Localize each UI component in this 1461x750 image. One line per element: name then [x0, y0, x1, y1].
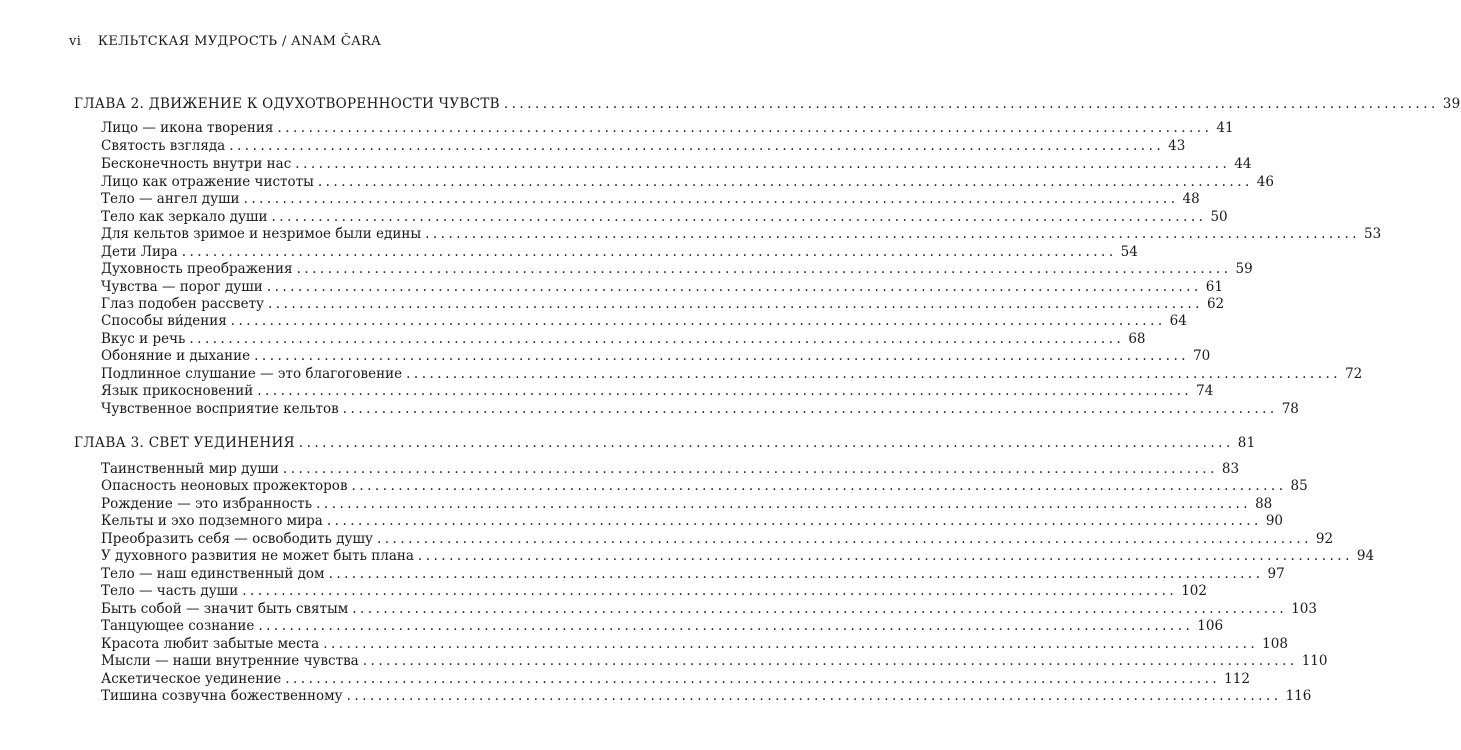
toc-entry	[101, 331, 1146, 348]
entry-title: Чувства — порог души	[101, 279, 263, 295]
toc-entry	[101, 296, 1225, 313]
running-title: КЕЛЬТСКАЯ МУДРОСТЬ / ANAM ČARA	[97, 34, 381, 49]
leader-dots: ........................................................................................................................	[342, 401, 1278, 417]
leader-dots: ........................................................................................................................	[326, 513, 1262, 529]
leader-dots: ........................................................................................................................	[296, 261, 1232, 277]
chapter-heading	[74, 96, 1461, 113]
entry-title: Красота любит забытые места	[101, 636, 320, 652]
toc-entry	[101, 138, 1186, 155]
leader-dots: ........................................................................................................................	[323, 636, 1259, 652]
toc-entry	[101, 366, 1363, 383]
entry-page: 108	[1262, 636, 1288, 652]
toc-entry	[101, 548, 1375, 565]
toc-entry	[101, 583, 1207, 600]
entry-page: 54	[1120, 244, 1138, 260]
leader-dots: ........................................................................................................................	[257, 383, 1193, 399]
toc-entry	[101, 653, 1328, 670]
entry-page: 78	[1281, 401, 1299, 417]
entry-page: 103	[1291, 601, 1317, 617]
chapter-heading	[74, 435, 1256, 452]
entry-page: 61	[1205, 279, 1223, 295]
toc-entry	[101, 531, 1334, 548]
entry-title: Дети Лира	[101, 244, 178, 260]
entry-title: Тело — часть души	[101, 583, 239, 599]
entry-page: 90	[1265, 513, 1283, 529]
running-header	[69, 34, 381, 49]
entry-page: 112	[1224, 671, 1250, 687]
entry-title: Для кельтов зримое и незримое были едины	[101, 226, 422, 242]
toc-entry	[101, 279, 1223, 296]
leader-dots: ........................................................................................................................	[285, 671, 1221, 687]
entry-title: Бесконечность внутри нас	[101, 156, 292, 172]
entry-title: Рождение — это избранность	[101, 496, 313, 512]
entry-page: 59	[1235, 261, 1253, 277]
toc-entry	[101, 566, 1285, 583]
toc-entry	[101, 174, 1274, 191]
leader-dots: ........................................................................................................................	[266, 279, 1202, 295]
chapter-title: ГЛАВА 3. СВЕТ УЕДИНЕНИЯ	[74, 435, 295, 451]
toc-entry	[101, 513, 1283, 530]
leader-dots: ........................................................................................................................	[271, 209, 1207, 225]
toc-entry	[101, 461, 1240, 478]
entry-page: 53	[1364, 226, 1382, 242]
entry-page: 46	[1256, 174, 1274, 190]
toc-entry	[101, 226, 1382, 243]
entry-title: Способы ви́дения	[101, 313, 227, 329]
entry-page: 110	[1301, 653, 1328, 669]
toc-entry	[101, 209, 1228, 226]
entry-title: Кельты и эхо подземного мира	[101, 513, 323, 529]
entry-page: 50	[1210, 209, 1228, 225]
leader-dots: ........................................................................................................................	[230, 313, 1166, 329]
entry-page: 43	[1168, 138, 1186, 154]
entry-title: Святость взгляда	[101, 138, 226, 154]
chapter-title: ГЛАВА 2. ДВИЖЕНИЕ К ОДУХОТВОРЕННОСТИ ЧУВСТВ	[74, 96, 500, 112]
toc-entry	[101, 383, 1214, 400]
entry-title: Язык прикосновений	[101, 383, 254, 399]
entry-page: 116	[1285, 688, 1312, 704]
entry-page: 102	[1181, 583, 1207, 599]
entry-title: Тело как зеркало души	[101, 209, 268, 225]
entry-title: У духовного развития не может быть плана	[101, 548, 414, 564]
entry-title: Преобразить себя — освободить душу	[101, 531, 373, 547]
leader-dots: ........................................................................................................................	[417, 548, 1353, 564]
entry-page: 70	[1193, 348, 1211, 364]
entry-page: 106	[1197, 618, 1224, 634]
toc-entry	[101, 688, 1312, 705]
entry-title: Вкус и речь	[101, 331, 186, 347]
entry-title: Опасность неоновых прожекторов	[101, 478, 348, 494]
leader-dots: ........................................................................................................................	[317, 174, 1253, 190]
chapter-page: 81	[1237, 435, 1256, 451]
toc-entry	[101, 671, 1250, 688]
toc-entry	[101, 244, 1138, 261]
entry-page: 72	[1345, 366, 1363, 382]
leader-dots: ........................................................................................................................	[406, 366, 1342, 382]
entry-title: Тишина созвучна божественному	[101, 688, 343, 704]
leader-dots: ........................................................................................................................	[352, 601, 1288, 617]
leader-dots: ........................................................................................................................	[242, 583, 1178, 599]
entry-page: 94	[1356, 548, 1375, 564]
leader-dots: ........................................................................................................................	[282, 461, 1218, 477]
leader-dots: ........................................................................................................................	[316, 496, 1252, 512]
toc-entry	[101, 348, 1211, 365]
leader-dots: ........................................................................................................................	[328, 566, 1264, 582]
leader-dots: ........................................................................................................................	[181, 244, 1117, 260]
toc-entry	[101, 120, 1234, 137]
leader-dots: ........................................................................................................................	[258, 618, 1194, 634]
leader-dots: ........................................................................................................................	[362, 653, 1298, 669]
entry-title: Лицо как отражение чистоты	[101, 174, 314, 190]
entry-page: 74	[1196, 383, 1214, 399]
page-number: vi	[69, 34, 82, 49]
toc-entry	[101, 478, 1308, 495]
entry-title: Аскетическое уединение	[101, 671, 282, 687]
leader-dots: ........................................................................................................................	[277, 120, 1213, 136]
entry-title: Быть собой — значит быть святым	[101, 601, 349, 617]
toc-entry	[101, 618, 1224, 635]
entry-page: 83	[1221, 461, 1240, 477]
toc-entry	[101, 261, 1253, 278]
leader-dots: ........................................................................................................................	[243, 191, 1179, 207]
leader-dots: ........................................................................................................................	[295, 156, 1231, 172]
leader-dots: ........................................................................................................................	[425, 226, 1361, 242]
entry-page: 48	[1182, 191, 1200, 207]
leader-dots: ........................................................................................................................	[189, 331, 1125, 347]
entry-title: Лицо — икона творения	[101, 120, 274, 136]
entry-page: 85	[1290, 478, 1308, 494]
entry-title: Подлинное слушание — это благоговение	[101, 366, 403, 382]
entry-title: Таинственный мир души	[101, 461, 279, 477]
entry-title: Духовность преображения	[101, 261, 293, 277]
leader-dots: ........................................................................................................................	[376, 531, 1312, 547]
entry-title: Чувственное восприятие кельтов	[101, 401, 339, 417]
leader-dots: ........................................................................................................................	[254, 348, 1190, 364]
leader-dots: ........................................................................................................................	[346, 688, 1282, 704]
leader-dots: ........................................................................................................................	[229, 138, 1165, 154]
toc-entry	[101, 601, 1317, 618]
entry-page: 41	[1216, 120, 1234, 136]
toc-entry	[101, 496, 1273, 513]
entry-page: 88	[1255, 496, 1273, 512]
toc-entry	[101, 401, 1299, 418]
entry-title: Тело — ангел души	[101, 191, 240, 207]
entry-page: 64	[1169, 313, 1187, 329]
leader-dots: ........................................................................................................................	[503, 96, 1439, 112]
entry-title: Глаз подобен рассвету	[101, 296, 265, 312]
entry-title: Тело — наш единственный дом	[101, 566, 325, 582]
leader-dots: ........................................................................................................................	[351, 478, 1287, 494]
entry-page: 62	[1206, 296, 1225, 312]
leader-dots: ........................................................................................................................	[298, 435, 1234, 451]
toc-entry	[101, 636, 1288, 653]
entry-title: Обоняние и дыхание	[101, 348, 251, 364]
entry-page: 97	[1267, 566, 1285, 582]
entry-page: 68	[1128, 331, 1146, 347]
entry-page: 92	[1315, 531, 1334, 547]
toc-entry	[101, 313, 1187, 330]
toc-entry	[101, 191, 1200, 208]
chapter-page: 39	[1442, 96, 1461, 112]
entry-page: 44	[1234, 156, 1252, 172]
entry-title: Мысли — наши внутренние чувства	[101, 653, 359, 669]
toc-entry	[101, 156, 1252, 173]
entry-title: Танцующее сознание	[101, 618, 255, 634]
leader-dots: ........................................................................................................................	[268, 296, 1203, 312]
